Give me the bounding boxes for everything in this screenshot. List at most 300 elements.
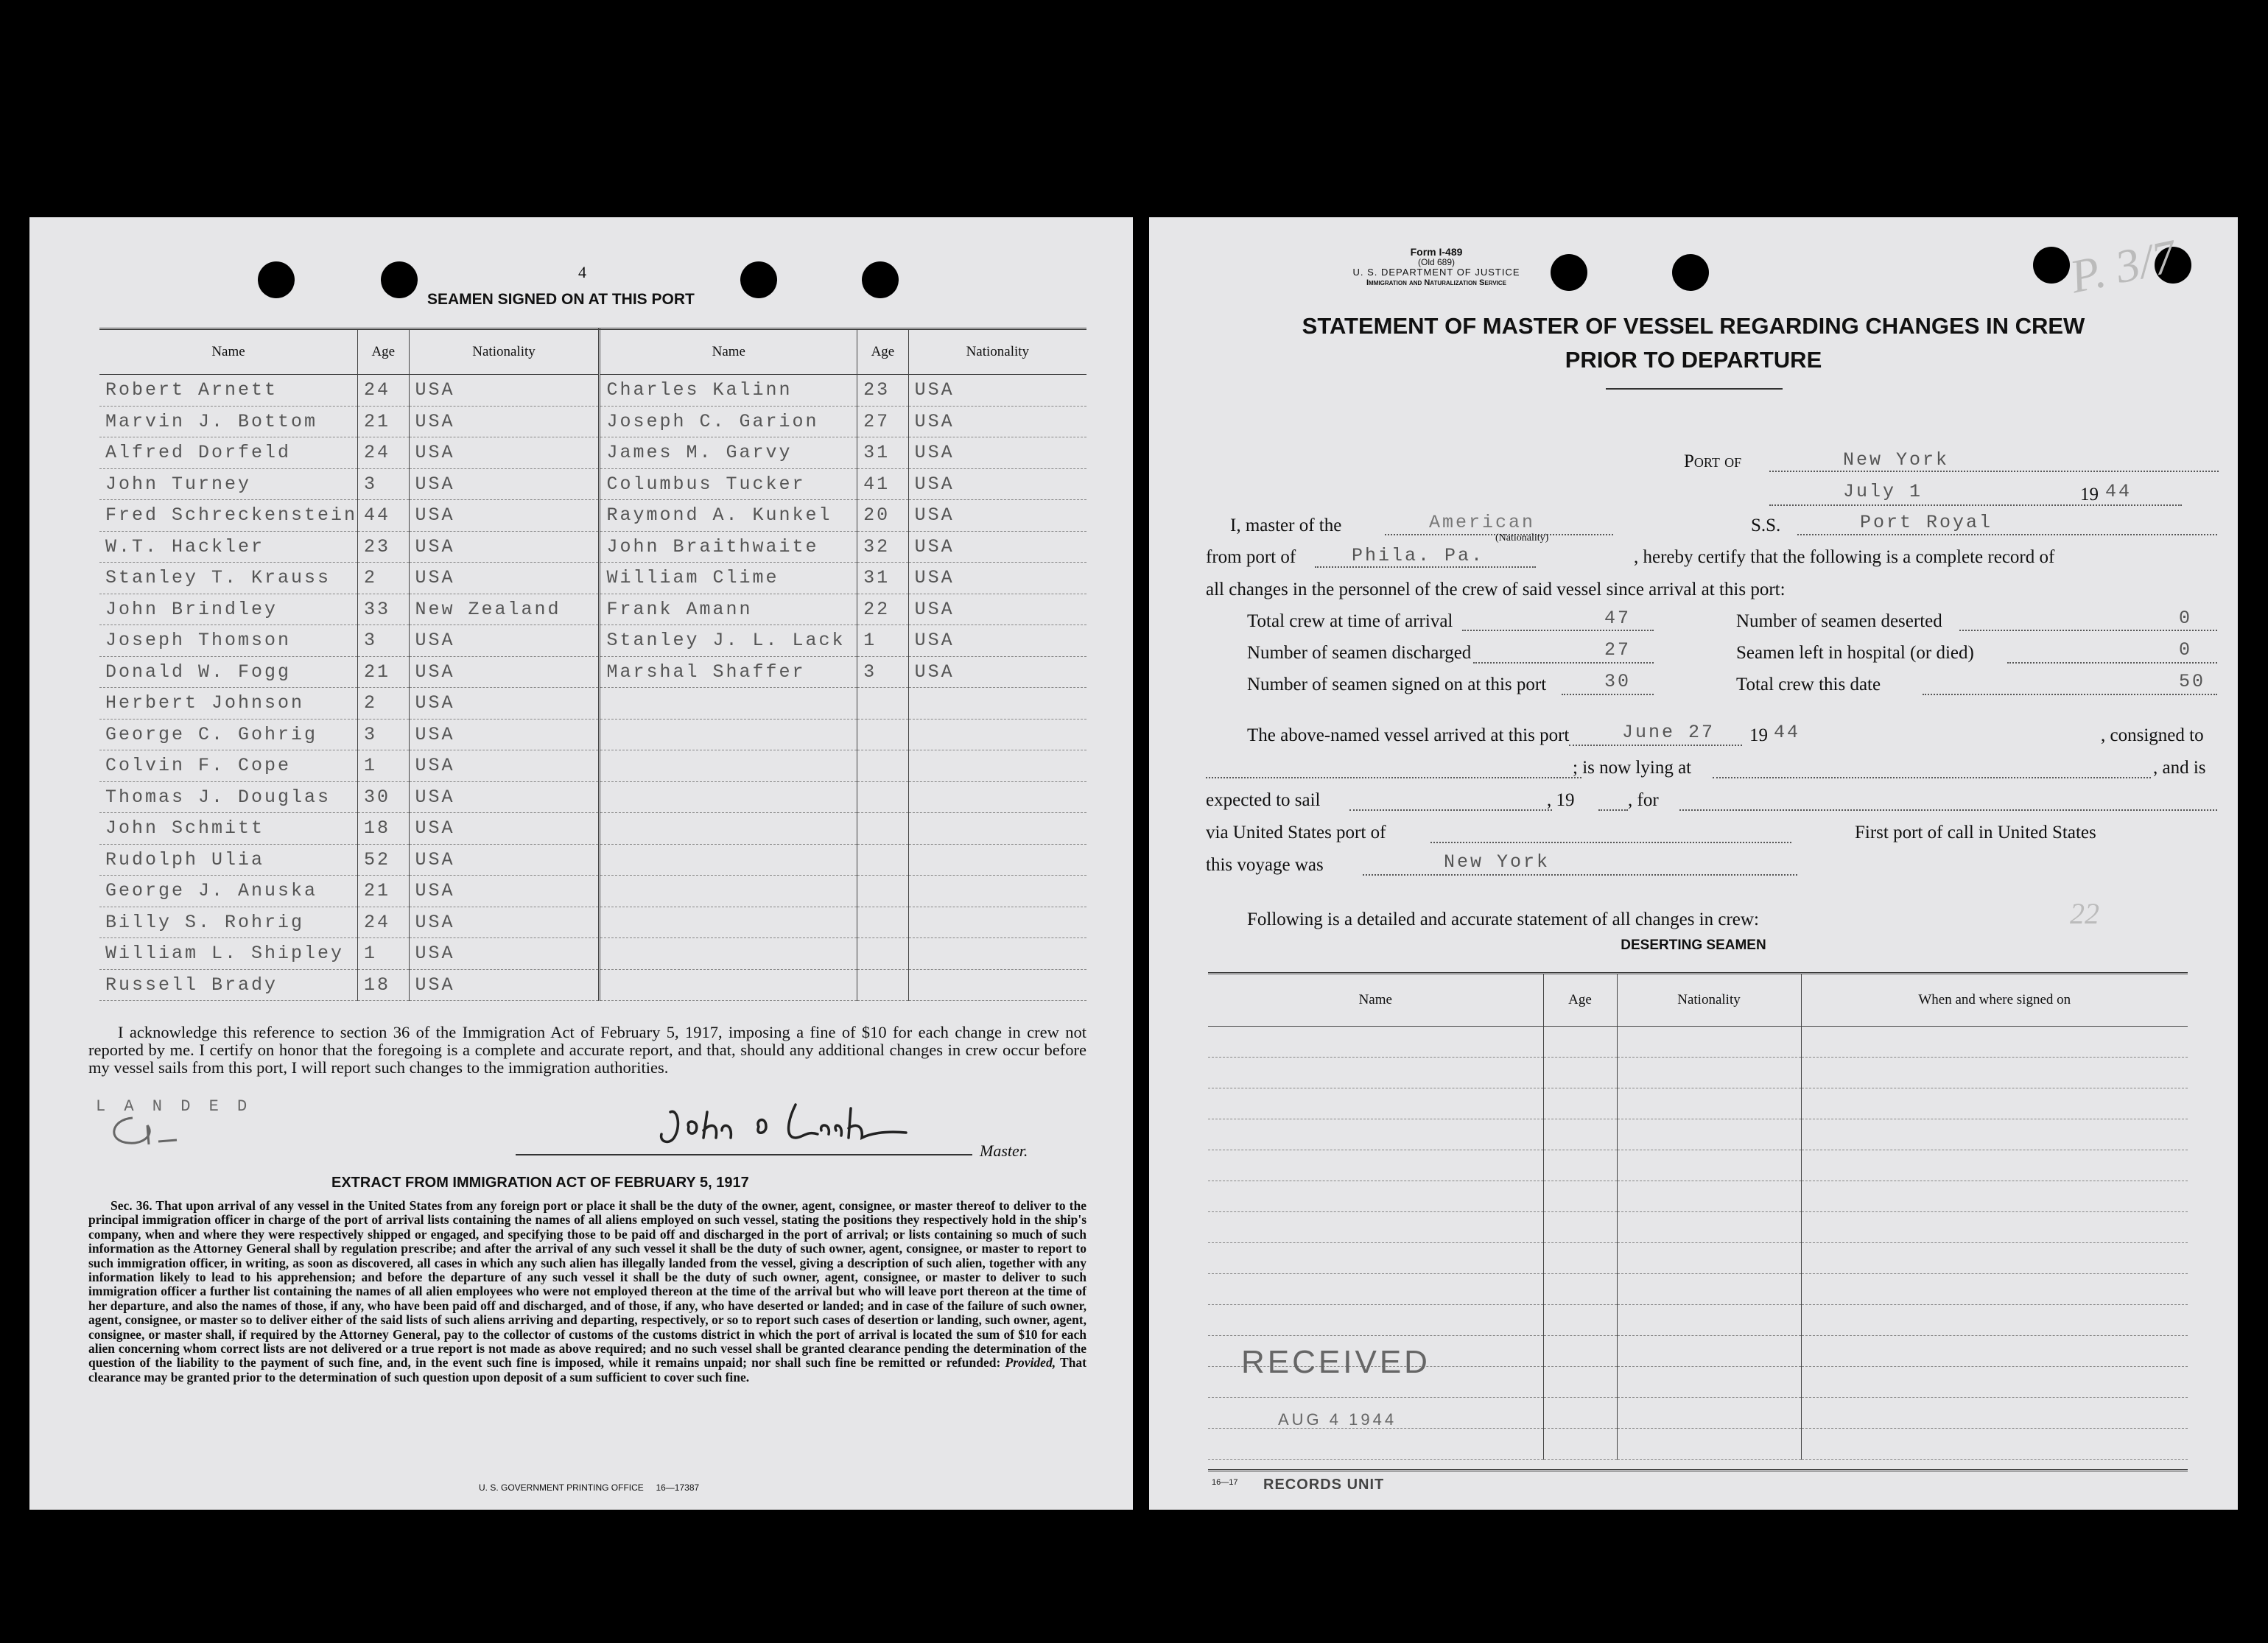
seaman-nationality: USA: [409, 813, 600, 845]
title-line-2: PRIOR TO DEPARTURE: [1565, 347, 1822, 373]
seaman-nationality: USA: [908, 594, 1086, 625]
seaman-age: 2: [358, 563, 409, 594]
seaman-name: Colvin F. Cope: [99, 750, 358, 782]
empty-cell: [1801, 1181, 2188, 1212]
arrived-label: The above-named vessel arrived at this port: [1247, 725, 1570, 745]
seaman-name: [600, 938, 857, 970]
seaman-name: Robert Arnett: [99, 375, 358, 407]
total-crew-arrival: 47: [1604, 608, 1632, 629]
section-title: SEAMEN SIGNED ON AT THIS PORT: [427, 291, 695, 308]
expected-year-line: [1598, 809, 1628, 811]
empty-cell: [1543, 1088, 1617, 1119]
punch-hole: [740, 261, 777, 298]
following-text: Following is a detailed and accurate statement of all changes in crew:: [1247, 910, 1759, 929]
seaman-age: 44: [358, 500, 409, 532]
seaman-age: [857, 969, 908, 1001]
seaman-nationality: USA: [908, 406, 1086, 437]
table-row: [1208, 1150, 2188, 1181]
table-row: [1208, 1212, 2188, 1243]
empty-cell: [1801, 1088, 2188, 1119]
empty-cell: [1801, 1150, 2188, 1181]
extract-title: EXTRACT FROM IMMIGRATION ACT OF FEBRUARY 5, 1917: [331, 1175, 749, 1191]
seaman-name: Frank Amann: [600, 594, 857, 625]
seaman-name: Russell Brady: [99, 969, 358, 1001]
form-id: Form I-489: [1410, 246, 1463, 258]
seaman-nationality: USA: [409, 938, 600, 970]
title-line-1: STATEMENT OF MASTER OF VESSEL REGARDING CHANGES IN CREW: [1302, 313, 2085, 339]
table-row: [1208, 1027, 2188, 1058]
empty-cell: [1617, 1058, 1801, 1088]
seaman-age: 1: [358, 750, 409, 782]
seaman-name: Raymond A. Kunkel: [600, 500, 857, 532]
empty-cell: [1208, 1212, 1543, 1243]
seaman-name: Charles Kalinn: [600, 375, 857, 407]
empty-cell: [1617, 1398, 1801, 1429]
seaman-age: 3: [857, 656, 908, 688]
seaman-nationality: USA: [409, 531, 600, 563]
empty-cell: [1801, 1027, 2188, 1058]
dot-leader: [2007, 662, 2217, 664]
seaman-name: George J. Anuska: [99, 876, 358, 907]
acknowledgement-text: I acknowledge this reference to section 36 of the Immigration Act of February 5, 1917, imposing a fine of $10 for each change in crew not reported by me. I certify on honor that the foregoing is a complete and accurate report, and that, should any additional changes in crew occur before my vessel sails from this port, I will report such changes to the immigration authorities.: [88, 1023, 1086, 1077]
seaman-nationality: USA: [908, 468, 1086, 500]
nationality-value: American: [1429, 512, 1536, 533]
port-line: [1769, 471, 2219, 472]
seaman-age: 24: [358, 437, 409, 469]
seaman-name: Marvin J. Bottom: [99, 406, 358, 437]
initials-mark: [103, 1112, 184, 1149]
seaman-nationality: USA: [409, 688, 600, 720]
seaman-nationality: [908, 813, 1086, 845]
col-header-age: Age: [857, 329, 908, 375]
table-row: [99, 406, 1086, 437]
seaman-nationality: USA: [409, 719, 600, 750]
page-number: 4: [578, 263, 586, 281]
table-row: [99, 531, 1086, 563]
empty-cell: [1543, 1027, 1617, 1058]
seaman-age: 21: [358, 406, 409, 437]
table-row: [99, 781, 1086, 813]
seaman-age: 23: [857, 375, 908, 407]
extract-proviso-text: That clearance may be granted prior to the determination of such question upon deposit of a sum sufficient to cover such fine.: [88, 1355, 1087, 1385]
seaman-name: Stanley J. L. Lack: [600, 625, 857, 657]
seaman-name: John Turney: [99, 468, 358, 500]
empty-cell: [1208, 1429, 1543, 1460]
seaman-age: 21: [358, 656, 409, 688]
seaman-name: George C. Gohrig: [99, 719, 358, 750]
seaman-nationality: [908, 688, 1086, 720]
empty-cell: [1801, 1212, 2188, 1243]
empty-cell: [1543, 1243, 1617, 1274]
master-label: Master.: [980, 1141, 1028, 1160]
from-port-value: Phila. Pa.: [1352, 545, 1485, 566]
dot-leader: [1959, 630, 2217, 631]
seaman-age: [857, 876, 908, 907]
and-is-label: , and is: [2153, 758, 2206, 778]
seaman-nationality: [908, 969, 1086, 1001]
seaman-nationality: [908, 907, 1086, 938]
table-row: [99, 876, 1086, 907]
seaman-age: 3: [358, 468, 409, 500]
seaman-age: [857, 813, 908, 845]
empty-cell: [1543, 1336, 1617, 1367]
seaman-name: Billy S. Rohrig: [99, 907, 358, 938]
port-value: New York: [1843, 449, 1950, 471]
seaman-nationality: USA: [409, 844, 600, 876]
seaman-age: 52: [358, 844, 409, 876]
seaman-age: 21: [358, 876, 409, 907]
seaman-nationality: USA: [409, 500, 600, 532]
table-row: [1208, 1243, 2188, 1274]
seaman-name: Joseph C. Garion: [600, 406, 857, 437]
table-row: [99, 625, 1086, 657]
col-header-name: Name: [99, 329, 358, 375]
col-header-nationality: Nationality: [1617, 974, 1801, 1027]
empty-cell: [1208, 1181, 1543, 1212]
empty-cell: [1617, 1305, 1801, 1336]
seaman-nationality: USA: [908, 531, 1086, 563]
table-row: [1208, 1305, 2188, 1336]
via-line: [1430, 842, 1791, 843]
punch-hole: [862, 261, 899, 298]
table-row: [99, 594, 1086, 625]
for-label: , for: [1628, 790, 1659, 810]
seaman-age: 3: [358, 719, 409, 750]
punch-hole: [258, 261, 295, 298]
year-prefix: 19: [2080, 485, 2099, 504]
seaman-name: Thomas J. Douglas: [99, 781, 358, 813]
seamen-signed-label: Number of seamen signed on at this port: [1247, 675, 1547, 694]
seaman-age: [857, 938, 908, 970]
seaman-age: 22: [857, 594, 908, 625]
empty-cell: [1617, 1150, 1801, 1181]
received-stamp: RECEIVED: [1241, 1344, 1430, 1380]
handwritten-corner: P. 3/7: [2065, 229, 2181, 303]
seaman-nationality: USA: [908, 375, 1086, 407]
seaman-nationality: [908, 938, 1086, 970]
margin-note: 22: [2070, 897, 2099, 930]
seamen-signed: 30: [1604, 671, 1632, 692]
seaman-age: 33: [358, 594, 409, 625]
seaman-age: [857, 844, 908, 876]
seaman-nationality: USA: [409, 750, 600, 782]
seaman-nationality: USA: [409, 969, 600, 1001]
seaman-name: William Clime: [600, 563, 857, 594]
seaman-name: [600, 781, 857, 813]
this-voyage-line: [1363, 874, 1797, 876]
punch-hole: [2033, 247, 2070, 284]
empty-cell: [1617, 1027, 1801, 1058]
col-header-age: Age: [358, 329, 409, 375]
seaman-nationality: USA: [409, 781, 600, 813]
table-row: [1208, 1119, 2188, 1150]
for-line: [1679, 809, 2217, 811]
empty-cell: [1617, 1212, 1801, 1243]
lying-at-line: [1713, 777, 2151, 778]
seaman-nationality: USA: [409, 375, 600, 407]
empty-cell: [1543, 1181, 1617, 1212]
seaman-age: 32: [857, 531, 908, 563]
ship-line: [1797, 534, 2217, 535]
table-row: [99, 468, 1086, 500]
seaman-age: 27: [857, 406, 908, 437]
table-row: [1208, 1181, 2188, 1212]
consignee-line: [1206, 777, 1581, 778]
deserting-seamen-table: [1208, 972, 2188, 1460]
empty-cell: [1543, 1274, 1617, 1305]
empty-cell: [1617, 1119, 1801, 1150]
certify-text: , hereby certify that the following is a complete record of: [1634, 547, 2055, 567]
consigned-label: , consigned to: [2101, 725, 2204, 745]
extract-proviso-label: Provided,: [1005, 1355, 1056, 1371]
seaman-age: 18: [358, 813, 409, 845]
empty-cell: [1801, 1305, 2188, 1336]
service: Immigration and Naturalization Service: [1366, 278, 1506, 287]
empty-cell: [1208, 1027, 1543, 1058]
seamen-deserted-label: Number of seamen deserted: [1736, 611, 1942, 631]
empty-cell: [1617, 1429, 1801, 1460]
table-row: [1208, 1058, 2188, 1088]
seaman-age: 24: [358, 907, 409, 938]
seaman-name: Joseph Thomson: [99, 625, 358, 657]
from-port-label: from port of: [1206, 547, 1296, 567]
seaman-age: 31: [857, 437, 908, 469]
seaman-age: 2: [358, 688, 409, 720]
seaman-nationality: [908, 876, 1086, 907]
seaman-nationality: USA: [908, 625, 1086, 657]
seaman-name: Herbert Johnson: [99, 688, 358, 720]
form-number: 16—17: [1212, 1478, 1238, 1487]
bottom-rule: [1208, 1469, 2188, 1471]
col-header-when-where: When and where signed on: [1801, 974, 2188, 1027]
table-row: [99, 813, 1086, 845]
seaman-nationality: USA: [908, 656, 1086, 688]
empty-cell: [1208, 1305, 1543, 1336]
certify-text-2: all changes in the personnel of the crew of said vessel since arrival at this port:: [1206, 580, 1786, 599]
empty-cell: [1208, 1119, 1543, 1150]
seaman-age: [857, 781, 908, 813]
landed-stamp: L A N D E D: [96, 1097, 252, 1116]
seaman-name: Donald W. Fogg: [99, 656, 358, 688]
title-rule: [1606, 388, 1783, 390]
first-port-label: First port of call in United States: [1855, 823, 2096, 842]
seaman-age: 30: [358, 781, 409, 813]
punch-hole: [1672, 254, 1709, 291]
seaman-name: John Schmitt: [99, 813, 358, 845]
seaman-nationality: [908, 719, 1086, 750]
empty-cell: [1801, 1058, 2188, 1088]
empty-cell: [1617, 1274, 1801, 1305]
arrived-year: 44: [1774, 722, 1801, 743]
seaman-nationality: USA: [409, 437, 600, 469]
seamen-signed-table: [99, 328, 1086, 1001]
empty-cell: [1617, 1336, 1801, 1367]
empty-cell: [1801, 1367, 2188, 1398]
seaman-name: W.T. Hackler: [99, 531, 358, 563]
deserting-rows: [1208, 1027, 2188, 1460]
total-crew-arrival-label: Total crew at time of arrival: [1247, 611, 1453, 631]
table-row: [1208, 1274, 2188, 1305]
empty-cell: [1801, 1274, 2188, 1305]
form-header: [1282, 247, 1591, 288]
received-date: AUG 4 1944: [1278, 1410, 1397, 1429]
from-port-line: [1315, 566, 1536, 568]
table-row: [1208, 1429, 2188, 1460]
seaman-name: Rudolph Ulia: [99, 844, 358, 876]
port-label: Port of: [1684, 451, 1742, 471]
deserting-title: DESERTING SEAMEN: [1621, 937, 1766, 953]
empty-cell: [1543, 1058, 1617, 1088]
table-row: [99, 437, 1086, 469]
expected-year-prefix: , 19: [1547, 790, 1575, 810]
extract-body: Sec. 36. That upon arrival of any vessel in the United States from any foreign port or place it shall be the duty of the owner, agent, consignee, or master thereof to deliver to the principal immigration officer in charge of the port of arrival lists containing the names of all aliens employed on such vessel, stating the positions they respectively hold in the ship's company, when and where they were respectively shipped or engaged, and specifying those to be paid off and discharged in the port of arrival; or lists containing so much of such information as the Attorney General shall by regulation prescribe; and after the arrival of any such vessel it shall be the duty of such owner, agent, consignee, or master to report to such immigration officer, in writing, as soon as discovered, all cases in which any such alien has illegally landed from the vessel, giving a description of such alien, together with any information likely to lead to his apprehension; and before the departure of any such vessel it shall be the duty of such owner, agent, consignee, or master to deliver to such immigration officer a further list containing the names of all alien employees who were not employed thereon at the time of the arrival but who will leave port thereon at the time of her departure, and also the names of those, if any, who have been paid off and discharged, and of those, if any, who have deserted or landed; and in case of the failure of such owner, agent, consignee, or master so to deliver either of the said lists of such aliens arriving and departing, respectively, or so to report such cases of desertion or landing, such owner, agent, consignee, or master shall, if required by the Attorney General, pay to the collector of customs of the customs district in which the port of arrival is located the sum of $10 for each alien concerning whom correct lists are not delivered or a true report is not made as above required; and no such vessel shall be granted clearance pending the determination of the question of the liability to the payment of such fine, and, in the event such fine is imposed, while it remains unpaid; nor shall such fine be remitted or refunded:: [88, 1198, 1086, 1371]
form-title: [1149, 309, 2238, 377]
empty-cell: [1543, 1398, 1617, 1429]
seaman-name: [600, 719, 857, 750]
total-crew-date-label: Total crew this date: [1736, 675, 1881, 694]
seaman-name: John Brindley: [99, 594, 358, 625]
seaman-name: Marshal Shaffer: [600, 656, 857, 688]
seaman-name: Fred Schreckenstein: [99, 500, 358, 532]
seaman-nationality: USA: [409, 468, 600, 500]
arrived-year-prefix: 19: [1749, 725, 1768, 745]
empty-cell: [1543, 1150, 1617, 1181]
table-row: [99, 907, 1086, 938]
dot-leader: [1473, 662, 1654, 664]
seaman-nationality: [908, 781, 1086, 813]
col-header-nationality: Nationality: [409, 329, 600, 375]
dot-leader: [1562, 694, 1654, 695]
empty-cell: [1208, 1150, 1543, 1181]
seaman-age: 31: [857, 563, 908, 594]
seaman-age: 3: [358, 625, 409, 657]
expected-line: [1349, 809, 1552, 811]
table-row: [99, 500, 1086, 532]
form-old: (Old 689): [1417, 257, 1456, 267]
seaman-nationality: USA: [409, 563, 600, 594]
seaman-nationality: [908, 844, 1086, 876]
seaman-name: [600, 750, 857, 782]
seaman-name: [600, 688, 857, 720]
lying-at-label: ; is now lying at: [1573, 758, 1692, 778]
expected-label: expected to sail: [1206, 790, 1321, 810]
empty-cell: [1543, 1367, 1617, 1398]
seaman-age: [857, 719, 908, 750]
empty-cell: [1543, 1212, 1617, 1243]
empty-cell: [1208, 1088, 1543, 1119]
via-label: via United States port of: [1206, 823, 1386, 842]
seaman-nationality: USA: [908, 437, 1086, 469]
seaman-age: 18: [358, 969, 409, 1001]
seaman-name: [600, 844, 857, 876]
seaman-nationality: USA: [908, 500, 1086, 532]
seamen-deserted: 0: [2179, 608, 2193, 629]
seaman-age: 1: [857, 625, 908, 657]
seaman-age: 41: [857, 468, 908, 500]
empty-cell: [1543, 1305, 1617, 1336]
seaman-name: Columbus Tucker: [600, 468, 857, 500]
empty-cell: [1617, 1088, 1801, 1119]
empty-cell: [1208, 1274, 1543, 1305]
empty-cell: [1801, 1398, 2188, 1429]
seaman-nationality: New Zealand: [409, 594, 600, 625]
table-row: [99, 938, 1086, 970]
col-header-name: Name: [1208, 974, 1543, 1027]
date-line: [1769, 504, 2182, 506]
seaman-nationality: USA: [409, 907, 600, 938]
ss-label: S.S.: [1751, 516, 1781, 535]
seaman-nationality: USA: [409, 656, 600, 688]
seaman-age: [857, 688, 908, 720]
seamen-discharged-label: Number of seamen discharged: [1247, 643, 1472, 663]
this-voyage-label: this voyage was: [1206, 855, 1324, 875]
seaman-age: 24: [358, 375, 409, 407]
empty-cell: [1801, 1336, 2188, 1367]
printing-office: U. S. GOVERNMENT PRINTING OFFICE 16—17387: [479, 1482, 700, 1493]
seaman-name: Alfred Dorfeld: [99, 437, 358, 469]
master-signature: [648, 1097, 972, 1153]
seaman-nationality: USA: [409, 876, 600, 907]
empty-cell: [1543, 1119, 1617, 1150]
this-voyage-value: New York: [1444, 851, 1551, 873]
seaman-name: [600, 876, 857, 907]
seaman-name: William L. Shipley: [99, 938, 358, 970]
seaman-age: 23: [358, 531, 409, 563]
empty-cell: [1617, 1367, 1801, 1398]
table-row: [99, 563, 1086, 594]
seaman-nationality: [908, 750, 1086, 782]
table-row: [99, 688, 1086, 720]
seaman-nationality: USA: [409, 406, 600, 437]
seaman-name: [600, 907, 857, 938]
table-row: [99, 844, 1086, 876]
arrived-date: June 27: [1622, 722, 1716, 743]
left-page: [29, 217, 1133, 1510]
seaman-name: [600, 813, 857, 845]
table-row: [99, 375, 1086, 407]
seamen-rows: [99, 375, 1086, 1001]
table-row: [1208, 1088, 2188, 1119]
table-row: [99, 719, 1086, 750]
empty-cell: [1801, 1119, 2188, 1150]
seaman-name: James M. Garvy: [600, 437, 857, 469]
extract-text: [88, 1199, 1086, 1385]
nationality-caption: (Nationality): [1495, 532, 1549, 543]
seamen-discharged: 27: [1604, 639, 1632, 661]
dot-leader: [1923, 694, 2217, 695]
ship-name: Port Royal: [1860, 512, 1993, 533]
empty-cell: [1617, 1181, 1801, 1212]
punch-hole: [381, 261, 418, 298]
seaman-nationality: USA: [409, 625, 600, 657]
seamen-hospital: 0: [2179, 639, 2193, 661]
table-row: [99, 750, 1086, 782]
empty-cell: [1208, 1058, 1543, 1088]
seaman-name: [600, 969, 857, 1001]
department: U. S. DEPARTMENT OF JUSTICE: [1352, 267, 1520, 278]
seaman-age: 1: [358, 938, 409, 970]
total-crew-date: 50: [2179, 671, 2206, 692]
master-of-label: I, master of the: [1230, 516, 1342, 535]
records-unit-stamp: RECORDS UNIT: [1263, 1477, 1385, 1493]
col-header-nationality: Nationality: [908, 329, 1086, 375]
empty-cell: [1801, 1429, 2188, 1460]
seamen-hospital-label: Seamen left in hospital (or died): [1736, 643, 1974, 663]
seaman-name: Stanley T. Krauss: [99, 563, 358, 594]
empty-cell: [1617, 1243, 1801, 1274]
seaman-age: [857, 750, 908, 782]
col-header-age: Age: [1543, 974, 1617, 1027]
